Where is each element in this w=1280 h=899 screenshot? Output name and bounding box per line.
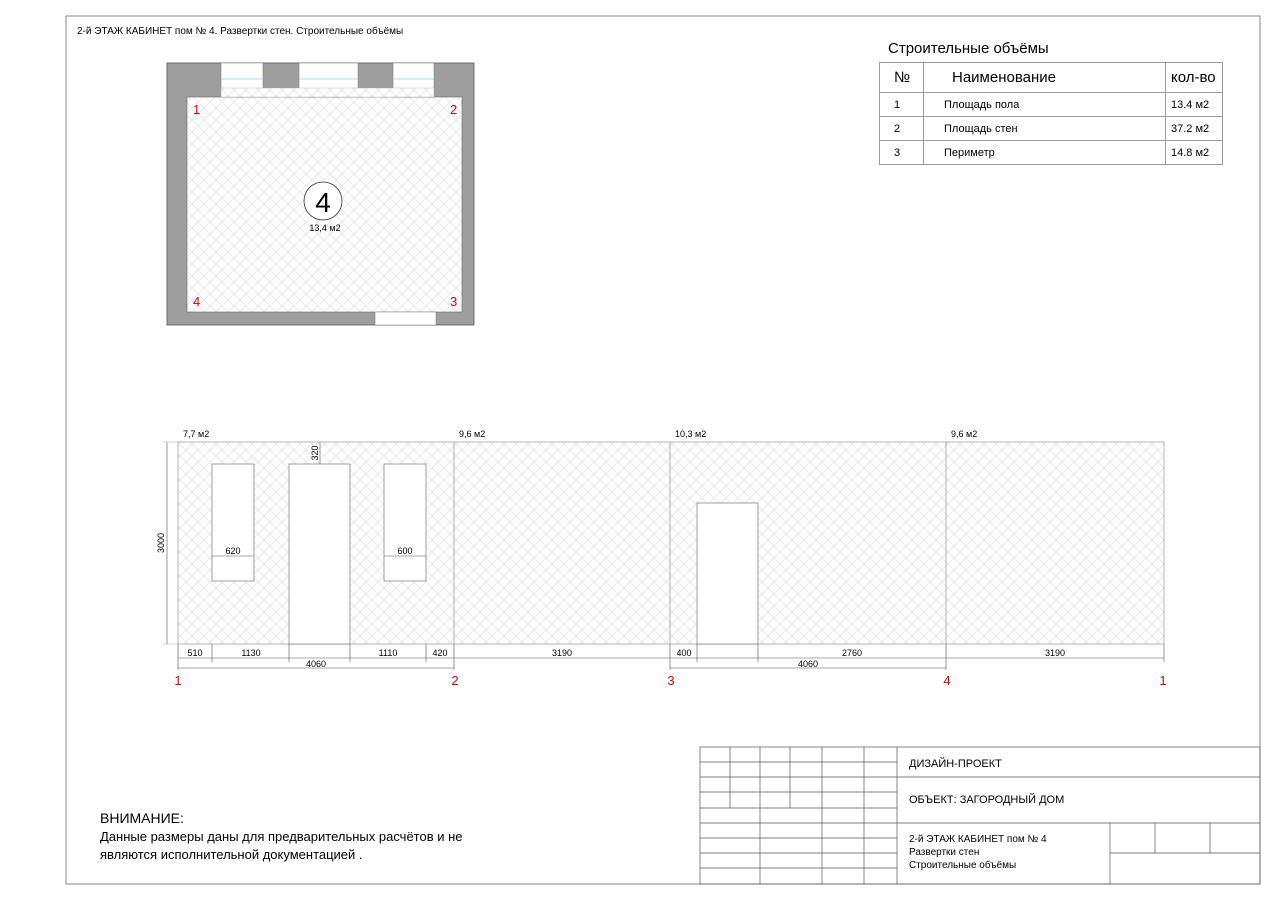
elev-corner-1: 1 — [174, 673, 182, 688]
table-row — [880, 93, 1223, 117]
floor-plan — [167, 63, 474, 325]
row-qty: 37.2 м2 — [1166, 117, 1223, 141]
col-number: № — [880, 63, 924, 93]
row-name: Площадь стен — [924, 117, 1166, 141]
room-number: 4 — [315, 187, 331, 218]
dim-400: 400 — [676, 648, 692, 658]
plan-corner-3: 3 — [450, 294, 458, 309]
stamp-sheet-line-3: Строительные объёмы — [909, 860, 1017, 871]
elev-door-2 — [697, 503, 758, 644]
plan-corner-4: 4 — [193, 294, 201, 309]
dim-2760: 2760 — [841, 648, 863, 658]
dim-4060-a: 4060 — [305, 659, 327, 669]
elev-window-2 — [384, 464, 426, 581]
dim-3190-b: 3190 — [1044, 648, 1066, 658]
top-dim: 320 — [310, 445, 320, 461]
elev-window-1 — [212, 464, 254, 581]
stamp-project: ДИЗАЙН-ПРОЕКТ — [909, 758, 1002, 770]
dim-1130: 1130 — [241, 648, 261, 658]
warning-title: ВНИМАНИЕ: — [100, 810, 184, 826]
elev-corner-4: 4 — [943, 673, 951, 688]
wall-area-1: 7,7 м2 — [183, 429, 210, 439]
dim-510: 510 — [187, 648, 203, 658]
row-number: 3 — [880, 141, 924, 165]
row-name: Периметр — [924, 141, 1166, 165]
volumes-header-row — [880, 63, 1223, 93]
stamp-object: ОБЪЕКТ: ЗАГОРОДНЫЙ ДОМ — [909, 794, 1065, 806]
window-dim-2: 600 — [397, 546, 413, 556]
wall-elevations — [156, 429, 1167, 688]
volumes-table — [879, 62, 1223, 165]
wall-area-3: 10,3 м2 — [675, 429, 707, 439]
room-area: 13,4 м2 — [309, 223, 341, 233]
dim-4060-b: 4060 — [797, 659, 819, 669]
row-name: Площадь пола — [924, 93, 1166, 117]
elev-door-1 — [289, 464, 350, 644]
row-number: 2 — [880, 117, 924, 141]
dim-420: 420 — [432, 648, 448, 658]
elev-corner-3: 3 — [667, 673, 675, 688]
stamp-sheet-line-1: 2-й ЭТАЖ КАБИНЕТ пом № 4 — [909, 834, 1047, 845]
wall-area-2: 9,6 м2 — [459, 429, 486, 439]
dim-1110: 1110 — [378, 648, 398, 658]
warning-text: Данные размеры даны для предварительных расчётов и не являются исполнительной документацией . — [100, 829, 463, 862]
col-qty: кол-во — [1166, 63, 1223, 93]
col-name: Наименование — [924, 63, 1166, 93]
sheet-title: 2-й ЭТАЖ КАБИНЕТ пом № 4. Развертки стен. Строительные объёмы — [77, 26, 404, 37]
row-qty: 14.8 м2 — [1166, 141, 1223, 165]
volumes-heading: Строительные объёмы — [888, 40, 1049, 57]
elev-corner-1b: 1 — [1159, 673, 1167, 688]
stamp-sheet-line-2: Развертки стен — [909, 847, 980, 858]
window-dim-1: 620 — [225, 546, 241, 556]
plan-door — [375, 312, 436, 325]
stamp-sheet-info — [909, 833, 1047, 872]
wall-area-4: 9,6 м2 — [951, 429, 978, 439]
table-row — [880, 117, 1223, 141]
elev-corner-2: 2 — [451, 673, 459, 688]
table-row — [880, 141, 1223, 165]
dim-3190-a: 3190 — [551, 648, 573, 658]
plan-corner-2: 2 — [450, 102, 458, 117]
height-dim: 3000 — [156, 532, 166, 554]
plan-corner-1: 1 — [193, 102, 201, 117]
row-number: 1 — [880, 93, 924, 117]
row-qty: 13.4 м2 — [1166, 93, 1223, 117]
